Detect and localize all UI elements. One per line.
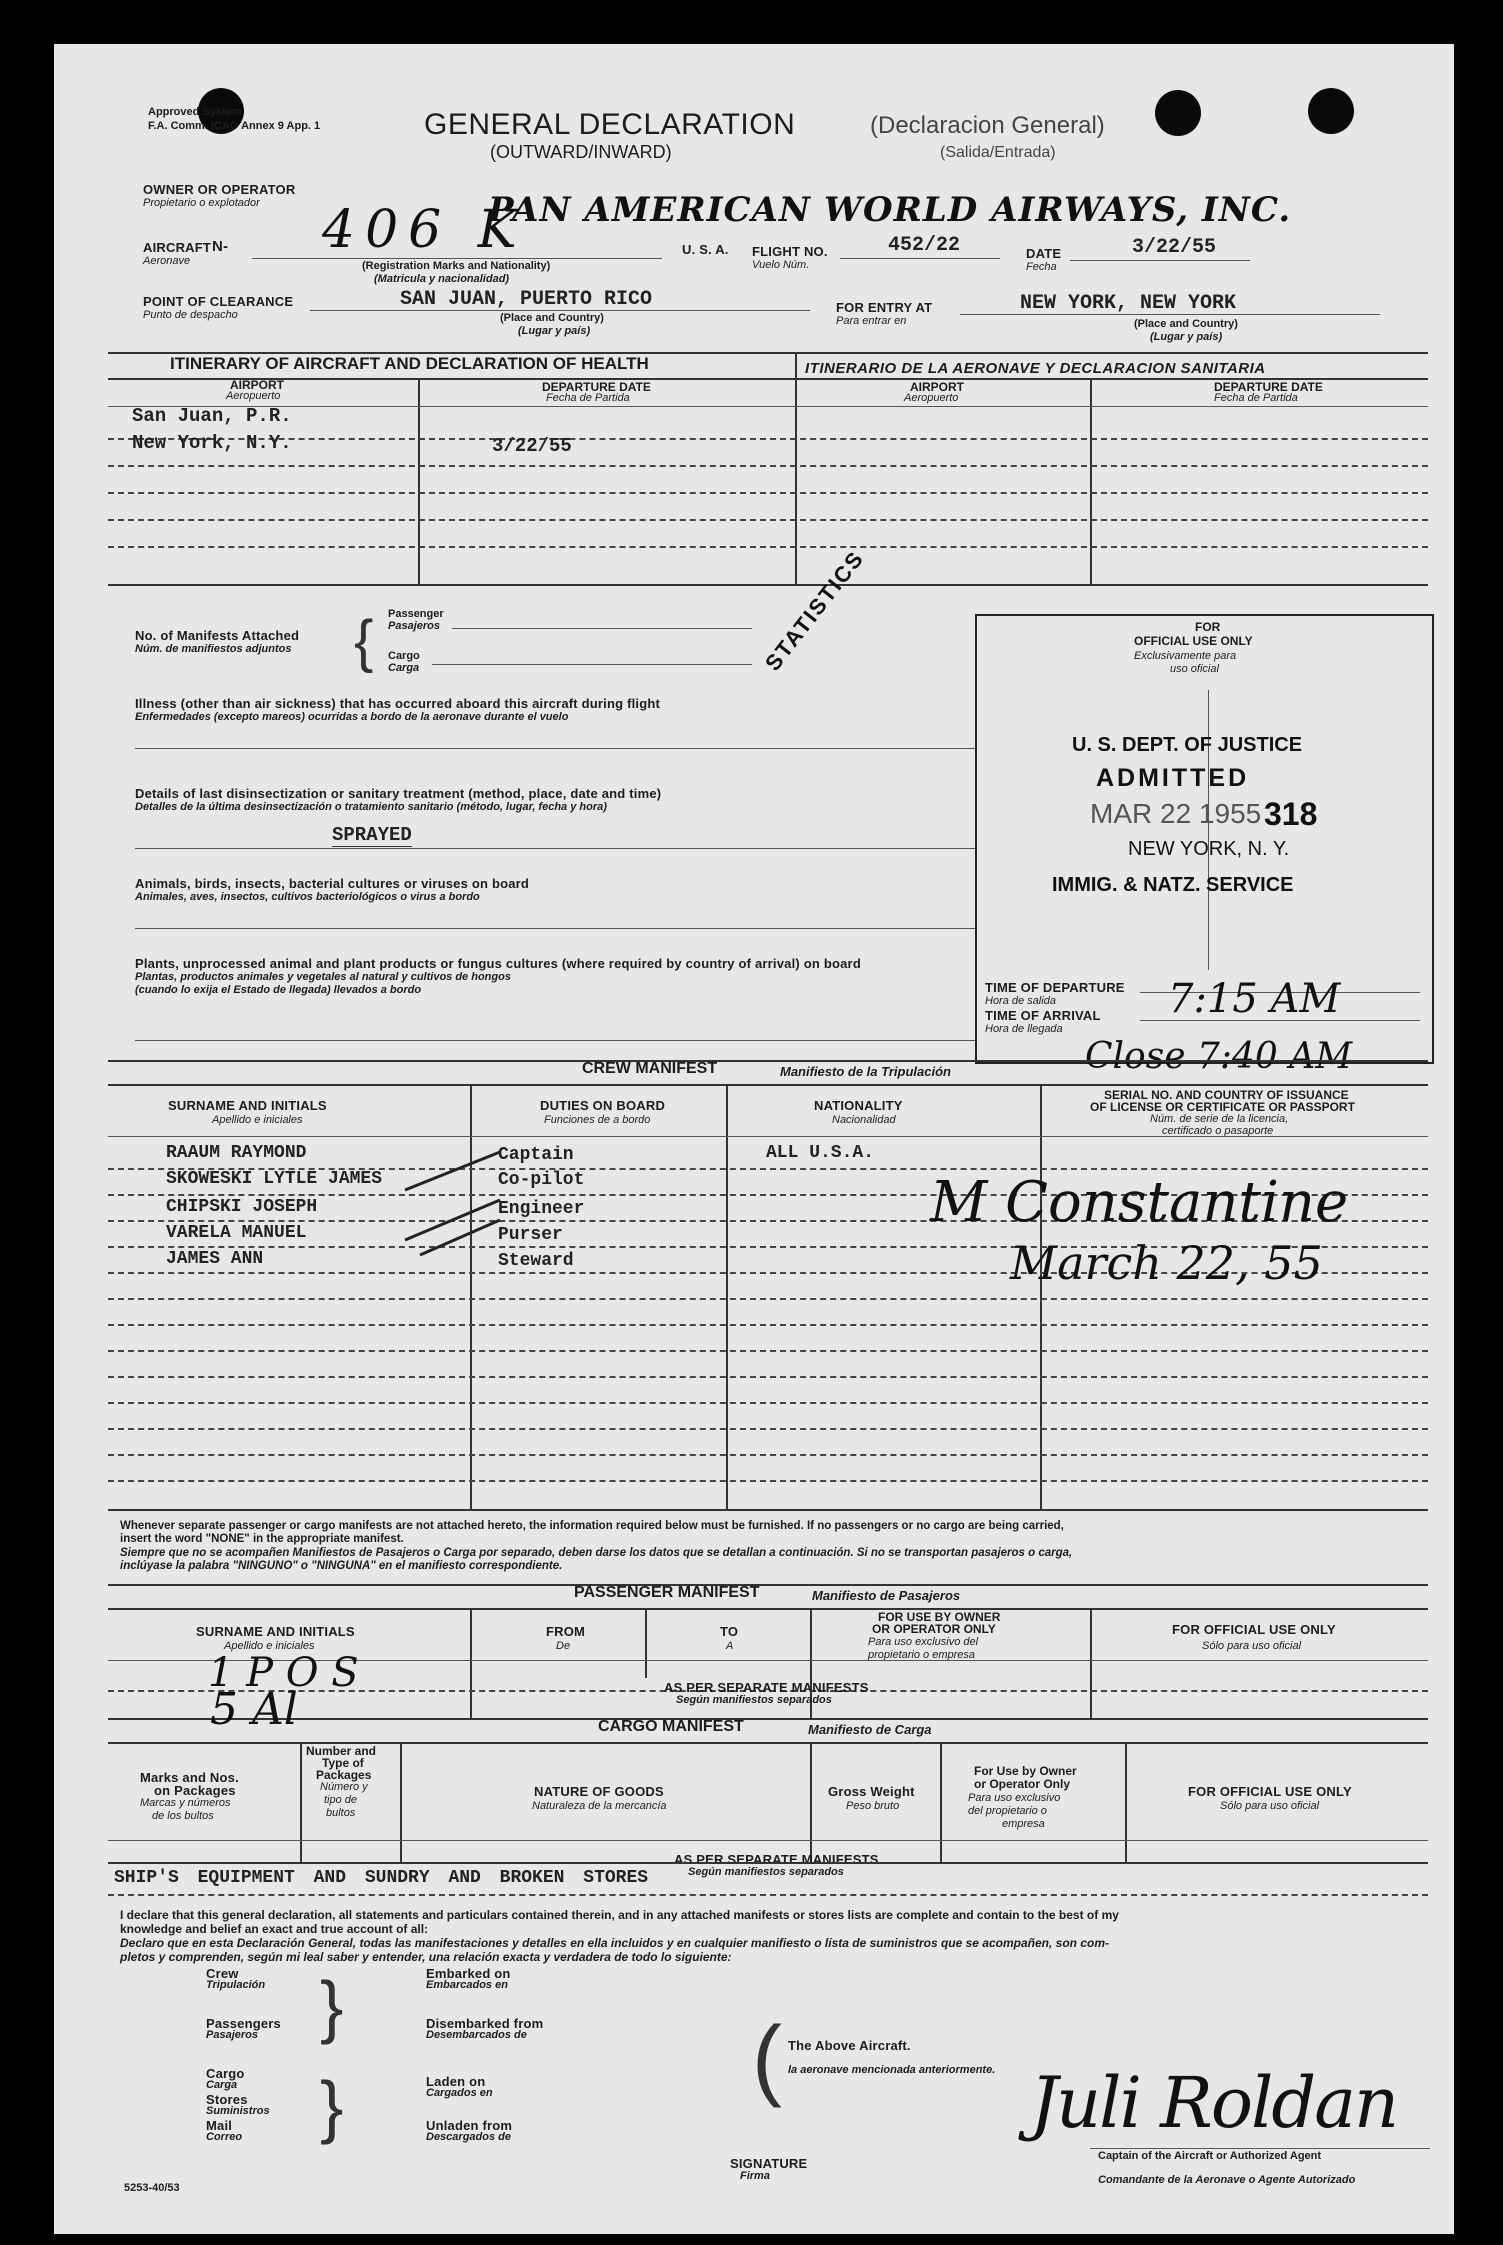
usa-label: U. S. A. xyxy=(682,242,729,257)
decl-mail-es: Correo xyxy=(206,2131,243,2143)
crew-col-duties-es: Funciones de a bordo xyxy=(544,1114,651,1126)
clearance-label: POINT OF CLEARANCE xyxy=(143,294,294,309)
crew-col-nationality-es: Nacionalidad xyxy=(832,1114,896,1126)
manifests-label: No. of Manifests Attached xyxy=(135,628,300,643)
entry-value: NEW YORK, NEW YORK xyxy=(1020,292,1237,315)
decl-unladen: Unladen from xyxy=(426,2118,513,2133)
crew-title-es: Manifiesto de la Tripulación xyxy=(780,1064,951,1079)
itinerary-col-departure-2: DEPARTURE DATE xyxy=(1214,380,1323,394)
decl-disembarked-es: Desembarcados de xyxy=(426,2029,527,2041)
itinerary-col-departure: DEPARTURE DATE xyxy=(542,380,651,394)
official-for: FOR xyxy=(1195,620,1221,634)
owner-label-es: Propietario o explotador xyxy=(143,197,260,209)
clearance-label-es: Punto de despacho xyxy=(143,309,238,321)
declaration-es: Declaro que en esta Declaración General, todas las manifestaciones y detalles en ella incluidos y en cualquier manifiesto o lista de suministros que se acompañen, son com- xyxy=(120,1936,1109,1950)
decl-crew: Crew xyxy=(206,1966,239,1981)
clearance-note: (Place and Country) xyxy=(500,312,604,324)
passenger-col-to-es: A xyxy=(726,1640,734,1652)
crew-col-license: SERIAL NO. AND COUNTRY OF ISSUANCE xyxy=(1104,1088,1349,1102)
decl-crew-es: Tripulación xyxy=(206,1979,266,1991)
declaration-es-2: pletos y comprenden, según mi leal saber y entender, una relación exacta y verdadera de todo lo siguiente: xyxy=(120,1950,732,1964)
plants-label: Plants, unprocessed animal and plant products or fungus cultures (where required by country of arrival) on board xyxy=(135,956,861,971)
immigration-stamp-number: 318 xyxy=(1264,796,1318,832)
decl-bracket-3: ( xyxy=(752,2009,782,2109)
itinerary-col-airport: AIRPORT xyxy=(230,378,284,392)
itinerary-airport-1: San Juan, P.R. xyxy=(132,405,292,427)
cargo-col-official-es: Sólo para uso oficial xyxy=(1220,1800,1320,1812)
decl-stores-es: Suministros xyxy=(206,2105,270,2117)
captain-signature: Juli Roldan xyxy=(1030,2062,1398,2144)
decl-bracket-2: } xyxy=(320,2067,344,2145)
immigration-stamp-service: IMMIG. & NATZ. SERVICE xyxy=(1052,874,1294,896)
immigration-stamp-admitted: ADMITTED xyxy=(1096,764,1250,792)
flight-label-es: Vuelo Núm. xyxy=(752,259,810,271)
decl-disembarked: Disembarked from xyxy=(426,2016,544,2031)
crew-col-duties: DUTIES ON BOARD xyxy=(540,1098,666,1113)
entry-label: FOR ENTRY AT xyxy=(836,300,933,315)
cargo-label: Cargo xyxy=(388,650,420,662)
itinerary-col-airport-es: Aeropuerto xyxy=(226,390,281,402)
statistics-stamp: STATISTICS xyxy=(760,545,870,676)
decl-unladen-es: Descargados de xyxy=(426,2131,511,2143)
itinerary-col-airport-2: AIRPORT xyxy=(910,380,964,394)
instructions-es-2: inclúyase la palabra "NINGUNO" o "NINGUNA" en el manifiesto correspondiente. xyxy=(120,1560,563,1572)
plants-label-es: Plantas, productos animales y vegetales al natural y cultivos de hongos xyxy=(135,971,511,983)
departure-time-label-es: Hora de salida xyxy=(985,995,1056,1007)
decl-embarked-es: Embarcados en xyxy=(426,1979,508,1991)
crew-duty-2: Co-pilot xyxy=(498,1170,585,1190)
decl-laden-es: Cargados en xyxy=(426,2087,493,2099)
passenger-title: PASSENGER MANIFEST xyxy=(574,1584,760,1601)
cargo-col-number: Number and xyxy=(306,1744,377,1758)
itinerary-col-airport-2-es: Aeropuerto xyxy=(904,392,959,404)
decl-stores: Stores xyxy=(206,2092,248,2107)
date-label-es: Fecha xyxy=(1026,261,1057,273)
entry-note: (Place and Country) xyxy=(1134,318,1238,330)
flight-number: 452/22 xyxy=(888,234,961,257)
plants-label-es-2: (cuando lo exija el Estado de llegada) llevados a bordo xyxy=(135,984,422,996)
passenger-handwritten-2: 5 Al xyxy=(210,1684,298,1735)
cargo-col-owner-es: Para uso exclusivo xyxy=(968,1792,1061,1804)
decl-cargo-es: Carga xyxy=(206,2079,238,2091)
crew-name-2: SKOWESKI LYTLE JAMES xyxy=(166,1169,383,1189)
owner-value: PAN AMERICAN WORLD AIRWAYS, INC. xyxy=(488,190,1292,230)
itinerary-title-es: ITINERARIO DE LA AERONAVE Y DECLARACION SANITARIA xyxy=(805,360,1266,377)
cargo-col-number-2: Type of xyxy=(322,1756,364,1770)
crew-col-license-es-2: certificado o pasaporte xyxy=(1162,1125,1274,1137)
passenger-col-owner-es-2: propietario o empresa xyxy=(868,1649,976,1661)
cargo-title-es: Manifiesto de Carga xyxy=(808,1722,932,1737)
passenger-label-es: Pasajeros xyxy=(388,620,440,632)
form-title-sub: (OUTWARD/INWARD) xyxy=(490,142,672,162)
departure-time-label: TIME OF DEPARTURE xyxy=(985,980,1125,995)
passenger-col-from: FROM xyxy=(546,1624,586,1639)
decl-bracket-1: } xyxy=(320,1967,344,2045)
crew-duty-4: Purser xyxy=(498,1225,563,1245)
animals-label: Animals, birds, insects, bacterial cultures or viruses on board xyxy=(135,876,530,891)
crew-col-license-es: Núm. de serie de la licencia, xyxy=(1150,1113,1289,1125)
aircraft-registration: 406 K xyxy=(322,200,527,260)
crew-col-license-2: OF LICENSE OR CERTIFICATE OR PASSPORT xyxy=(1090,1100,1355,1114)
passenger-label: Passenger xyxy=(388,608,444,620)
aircraft-reg-note: (Registration Marks and Nationality) xyxy=(362,260,551,272)
form-title: GENERAL DECLARATION xyxy=(424,108,796,141)
cargo-label-es: Carga xyxy=(388,662,420,674)
crew-duty-1: Captain xyxy=(498,1145,574,1165)
manifests-label-es: Núm. de manifiestos adjuntos xyxy=(135,643,292,655)
punch-hole xyxy=(1155,90,1201,136)
cargo-col-marks: Marks and Nos. xyxy=(140,1770,239,1785)
decl-above-es: la aeronave mencionada anteriormente. xyxy=(788,2064,996,2076)
crew-duty-3: Engineer xyxy=(498,1199,585,1219)
itinerary-airport-2: New York, N.Y. xyxy=(132,432,292,454)
cargo-col-marks-es: Marcas y números xyxy=(140,1797,231,1809)
aircraft-prefix: N- xyxy=(212,238,229,255)
passenger-col-name: SURNAME AND INITIALS xyxy=(196,1624,355,1639)
official-label-es-2: uso oficial xyxy=(1170,663,1219,675)
entry-label-es: Para entrar en xyxy=(836,315,907,327)
passenger-col-official: FOR OFFICIAL USE ONLY xyxy=(1172,1622,1336,1637)
passenger-col-official-es: Sólo para uso oficial xyxy=(1202,1640,1302,1652)
cargo-col-nature: NATURE OF GOODS xyxy=(534,1784,664,1799)
instructions-es: Siempre que no se acompañen Manifiestos de Pasajeros o Carga por separado, deben darse los datos que se detallan a continuación. Si no se transportan pasajeros o carga, xyxy=(120,1547,1073,1559)
passenger-separate-es: Según manifiestos separados xyxy=(676,1694,832,1706)
form-title-es: (Declaracion General) xyxy=(870,112,1105,139)
crew-duty-5: Steward xyxy=(498,1251,574,1271)
flight-label: FLIGHT NO. xyxy=(752,244,828,259)
passenger-title-es: Manifiesto de Pasajeros xyxy=(812,1588,961,1603)
arrival-time-label-es: Hora de llegada xyxy=(985,1023,1063,1035)
passenger-col-to: TO xyxy=(720,1624,739,1639)
passenger-col-owner: FOR USE BY OWNER xyxy=(878,1610,1001,1624)
form-number: 5253-40/53 xyxy=(124,2182,180,2194)
immigration-stamp-place: NEW YORK, N. Y. xyxy=(1128,838,1290,860)
decl-above: The Above Aircraft. xyxy=(788,2038,911,2053)
passenger-handwritten-1: 1 P O S xyxy=(208,1650,359,1696)
arrival-time-value: Close 7:40 AM xyxy=(1085,1036,1353,1077)
crew-nationality-all: ALL U.S.A. xyxy=(766,1143,875,1163)
arrival-time-label: TIME OF ARRIVAL xyxy=(985,1008,1101,1023)
instructions-en: Whenever separate passenger or cargo manifests are not attached hereto, the information required below must be furnished. If no passengers or no cargo are being carried, xyxy=(120,1520,1064,1532)
form-title-es-sub: (Salida/Entrada) xyxy=(940,144,1056,161)
cargo-col-weight: Gross Weight xyxy=(828,1784,915,1799)
official-label-es: Exclusivamente para xyxy=(1134,650,1237,662)
departure-time-value: 7:15 AM xyxy=(1168,976,1341,1022)
declaration-date: 3/22/55 xyxy=(1132,236,1217,259)
captain-label: Captain of the Aircraft or Authorized Agent xyxy=(1098,2150,1322,2162)
decl-laden: Laden on xyxy=(426,2074,486,2089)
clearance-note-es: (Lugar y país) xyxy=(518,325,591,337)
passenger-col-from-es: De xyxy=(556,1640,571,1652)
cargo-col-owner-es-3: empresa xyxy=(1002,1818,1045,1830)
decl-cargo: Cargo xyxy=(206,2066,245,2081)
itinerary-date-2: 3/22/55 xyxy=(492,435,572,457)
immigration-stamp-date: MAR 22 1955 xyxy=(1090,798,1262,829)
aircraft-reg-note-es: (Matricula y nacionalidad) xyxy=(374,273,510,285)
decl-embarked: Embarked on xyxy=(426,1966,511,1981)
decl-mail: Mail xyxy=(206,2118,233,2133)
disinsect-value: SPRAYED xyxy=(332,824,412,846)
cargo-value: SHIP'S EQUIPMENT AND SUNDRY AND BROKEN STORES xyxy=(114,1868,649,1888)
illness-label: Illness (other than air sickness) that has occurred aboard this aircraft during flight xyxy=(135,696,661,711)
cargo-col-owner-2: or Operator Only xyxy=(974,1777,1071,1791)
owner-label: OWNER OR OPERATOR xyxy=(143,182,296,197)
decl-passengers: Passengers xyxy=(206,2016,281,2031)
cargo-col-nature-es: Naturaleza de la mercancía xyxy=(532,1800,667,1812)
entry-note-es: (Lugar y país) xyxy=(1150,331,1223,343)
cargo-col-marks-2: on Packages xyxy=(154,1783,236,1798)
bracket: { xyxy=(354,609,374,674)
cargo-col-marks-es-2: de los bultos xyxy=(152,1810,214,1822)
passenger-col-owner-es: Para uso exclusivo del xyxy=(868,1636,979,1648)
cargo-separate-es: Según manifiestos separados xyxy=(688,1866,844,1878)
aircraft-label-es: Aeronave xyxy=(143,255,191,267)
illness-label-es: Enfermedades (excepto mareos) ocurridas a bordo de la aeronave durante el vuelo xyxy=(135,711,569,723)
disinsect-label-es: Detalles de la última desinsectización o tratamiento sanitario (método, lugar, fecha y hora) xyxy=(135,801,607,813)
passenger-col-owner-2: OR OPERATOR ONLY xyxy=(872,1622,996,1636)
cargo-title: CARGO MANIFEST xyxy=(598,1718,744,1735)
approval-note: Approved System xyxy=(148,106,242,118)
disinsect-label: Details of last disinsectization or sanitary treatment (method, place, date and time) xyxy=(135,786,662,801)
itinerary-col-departure-2-es: Fecha de Partida xyxy=(1214,392,1298,404)
crew-signature-date: March 22, 55 xyxy=(1010,1236,1323,1290)
cargo-col-number-es: Número y xyxy=(320,1781,368,1793)
aircraft-label: AIRCRAFT xyxy=(143,240,212,255)
cargo-col-official: FOR OFFICIAL USE ONLY xyxy=(1188,1784,1352,1799)
decl-passengers-es: Pasajeros xyxy=(206,2029,258,2041)
crew-col-name-es: Apellido e iniciales xyxy=(212,1114,303,1126)
signature-label-es: Firma xyxy=(740,2170,770,2182)
crew-col-name: SURNAME AND INITIALS xyxy=(168,1098,327,1113)
passenger-separate: AS PER SEPARATE MANIFESTS xyxy=(664,1680,869,1695)
crew-name-strikethrough xyxy=(400,1140,510,1270)
crew-name-3: CHIPSKI JOSEPH xyxy=(166,1197,318,1217)
crew-signature: M Constantine xyxy=(930,1170,1349,1235)
cargo-col-owner-es-2: del propietario o xyxy=(968,1805,1047,1817)
itinerary-title: ITINERARY OF AIRCRAFT AND DECLARATION OF HEALTH xyxy=(170,354,649,373)
captain-label-es: Comandante de la Aeronave o Agente Autorizado xyxy=(1098,2174,1356,2186)
crew-col-nationality: NATIONALITY xyxy=(814,1098,903,1113)
cargo-col-owner: For Use by Owner xyxy=(974,1764,1077,1778)
instructions-en-2: insert the word "NONE" in the appropriate manifest. xyxy=(120,1533,404,1545)
animals-label-es: Animales, aves, insectos, cultivos bacteriológicos o virus a bordo xyxy=(135,891,480,903)
crew-name-4: VARELA MANUEL xyxy=(166,1223,307,1243)
cargo-col-number-3: Packages xyxy=(316,1768,372,1782)
date-label: DATE xyxy=(1026,246,1062,261)
declaration-en-2: knowledge and belief an exact and true account of all: xyxy=(120,1922,429,1936)
itinerary-col-departure-es: Fecha de Partida xyxy=(546,392,630,404)
cargo-col-number-es-2: tipo de xyxy=(324,1794,358,1806)
signature-label: SIGNATURE xyxy=(730,2156,808,2171)
passenger-col-name-es: Apellido e iniciales xyxy=(224,1640,315,1652)
immigration-stamp-line1: U. S. DEPT. OF JUSTICE xyxy=(1072,734,1303,756)
approval-note: F.A. Comm. ICAO Annex 9 App. 1 xyxy=(148,120,321,132)
clearance-value: SAN JUAN, PUERTO RICO xyxy=(400,288,653,311)
punch-hole xyxy=(1308,88,1354,134)
crew-name-1: RAAUM RAYMOND xyxy=(166,1143,307,1163)
official-label: OFFICIAL USE ONLY xyxy=(1134,634,1253,648)
crew-title: CREW MANIFEST xyxy=(582,1060,718,1077)
cargo-col-number-es-3: bultos xyxy=(326,1807,356,1819)
cargo-separate: AS PER SEPARATE MANIFESTS xyxy=(674,1852,879,1867)
cargo-col-weight-es: Peso bruto xyxy=(846,1800,900,1812)
declaration-en: I declare that this general declaration, all statements and particulars contained therein, and in any attached manifests or stores lists are complete and contain to the best of my xyxy=(120,1908,1119,1922)
crew-name-5: JAMES ANN xyxy=(166,1249,264,1269)
